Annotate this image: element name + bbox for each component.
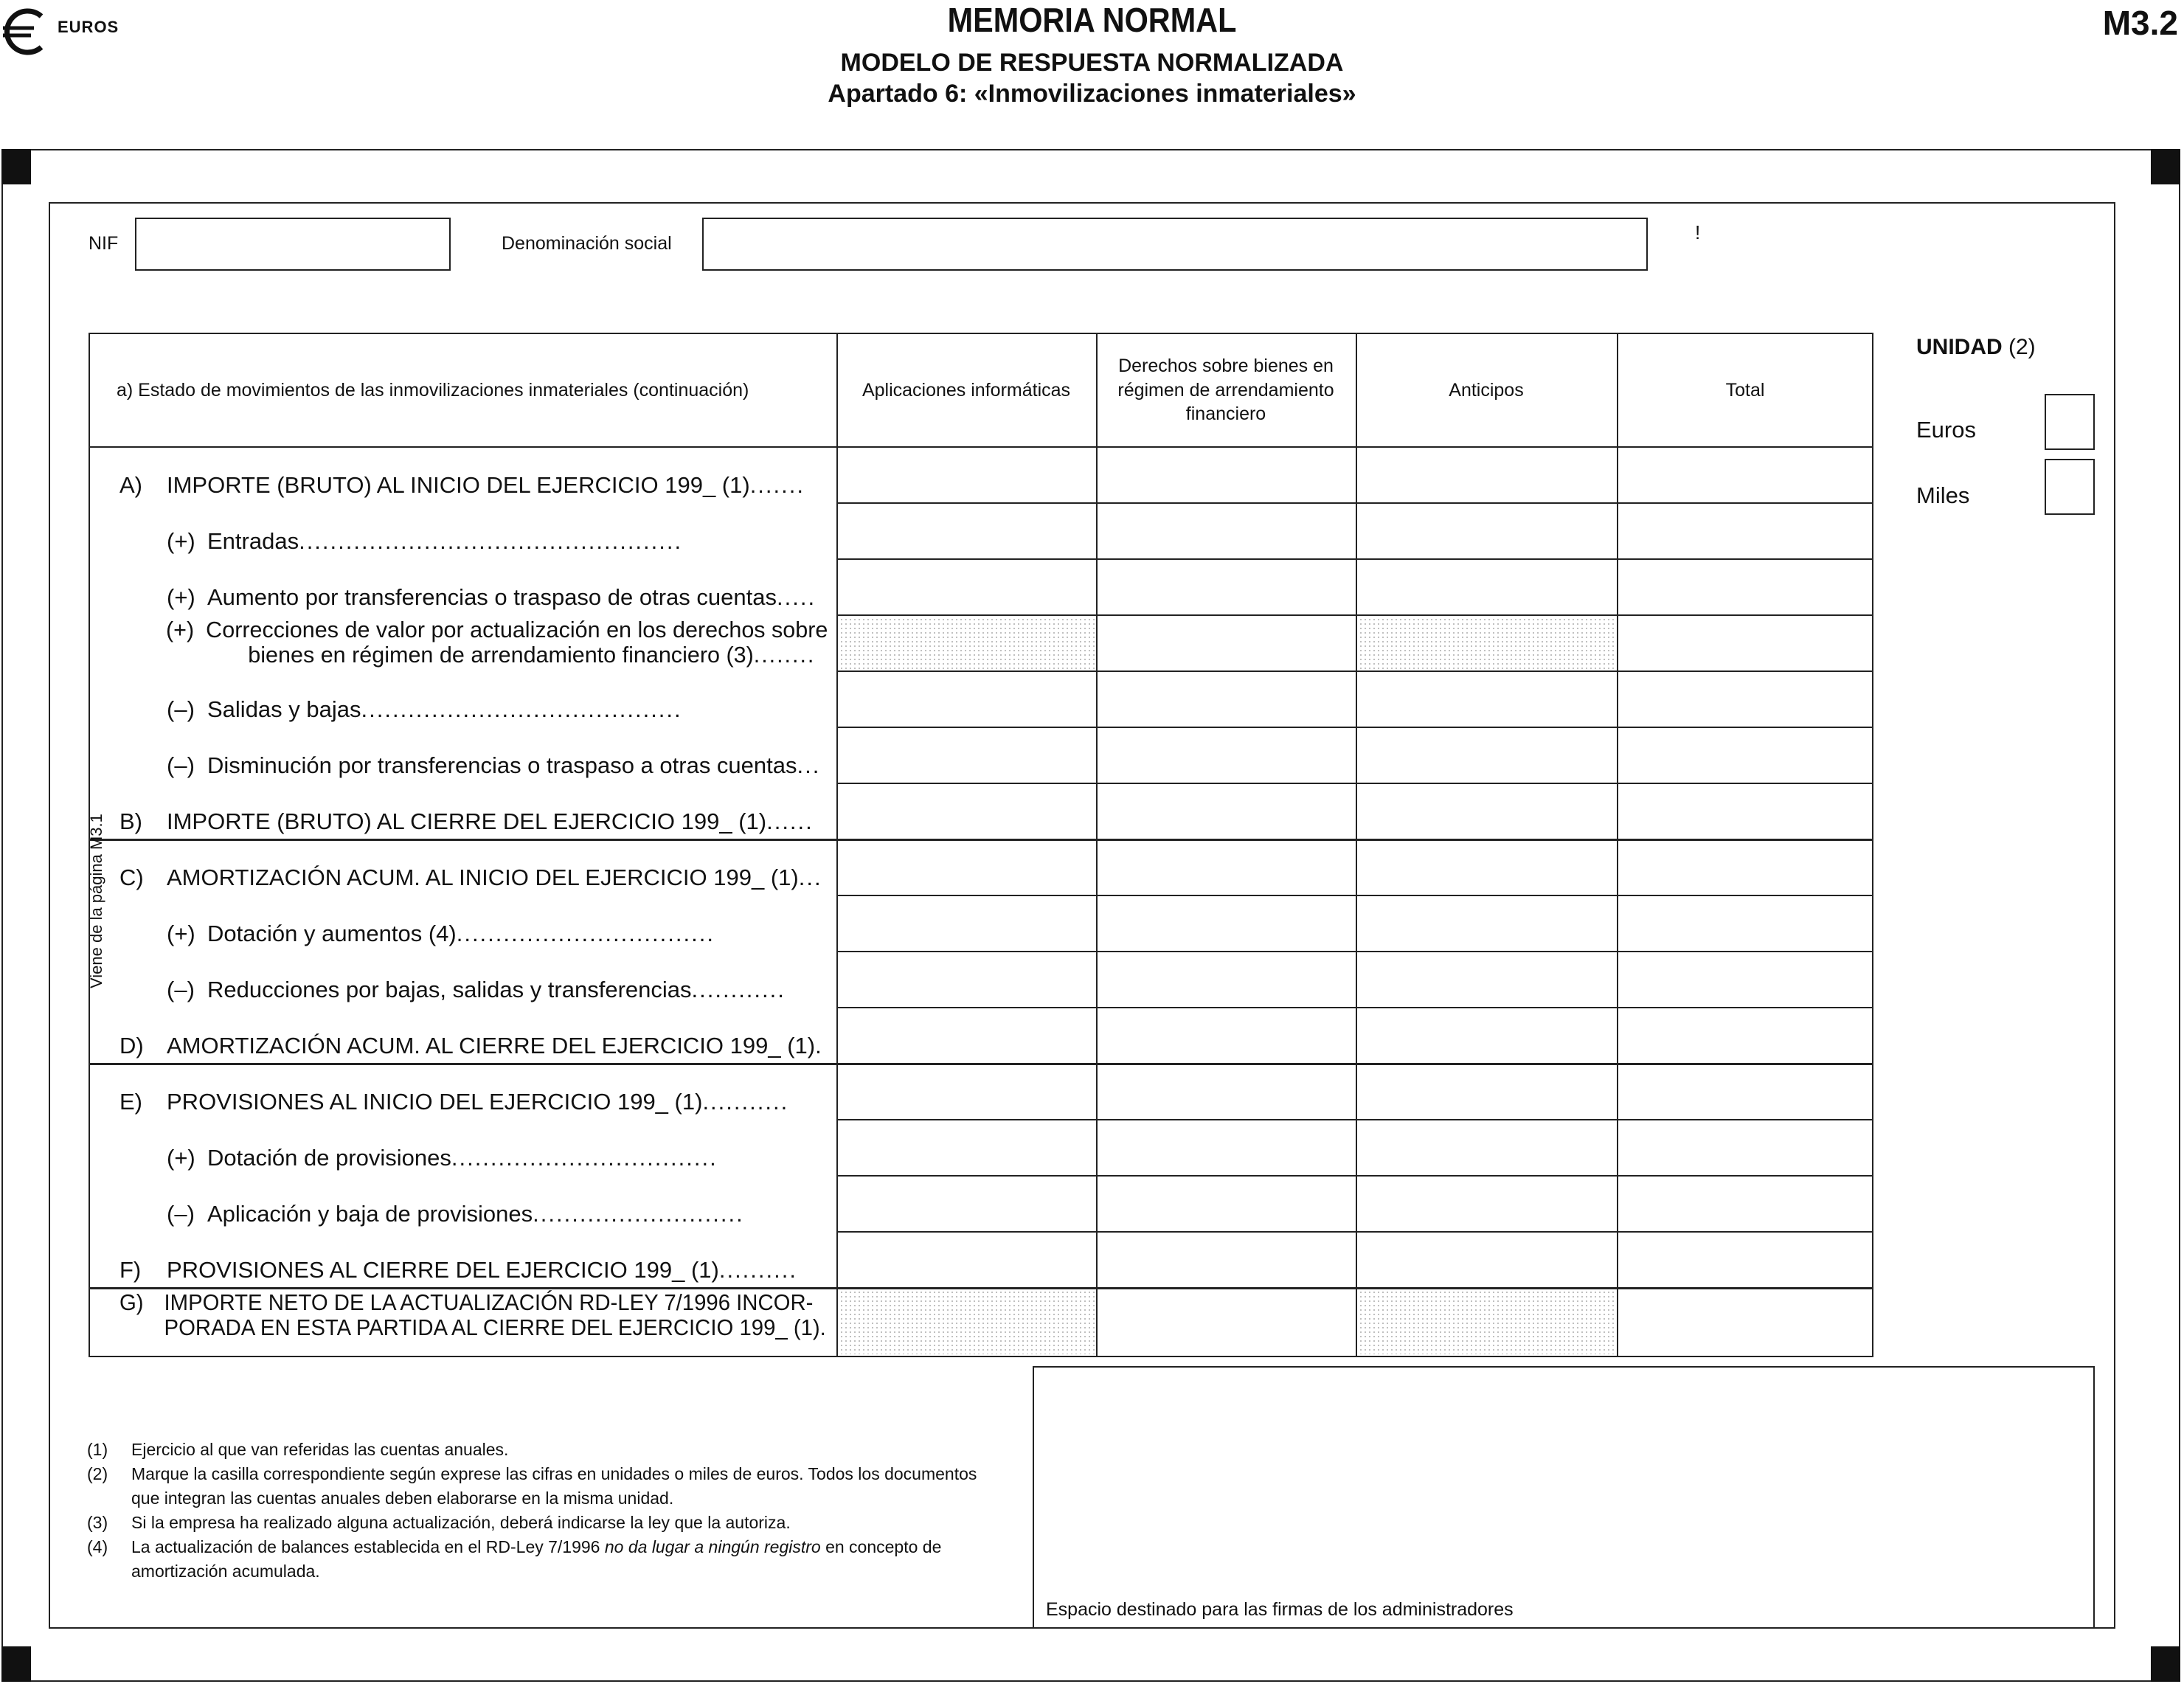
leader-dots: ................................. (456, 921, 715, 946)
row-sign: (+) (167, 584, 195, 610)
row-text: Aumento por transferencias o traspaso de otras cuentas (207, 584, 777, 610)
row-sign: (+) (166, 617, 195, 642)
value-cell[interactable] (838, 1177, 1096, 1231)
denominacion-label: Denominación social (502, 233, 672, 254)
value-cell[interactable] (1618, 840, 1873, 895)
leader-dots: ................................................. (299, 528, 683, 554)
value-cell[interactable] (1098, 1120, 1356, 1175)
section-title: Apartado 6: «Inmovilizaciones inmateriales» (828, 80, 1356, 108)
leader-dots: . (815, 1033, 823, 1058)
table-row-label (119, 1032, 828, 1060)
leader-dots: ........... (702, 1089, 789, 1115)
value-cell[interactable] (1618, 784, 1873, 839)
value-cell[interactable] (1618, 1008, 1873, 1063)
value-cell[interactable] (1098, 672, 1356, 727)
column-header-derechos: Derechos sobre bienes en régimen de arrendamiento financiero (1117, 356, 1334, 425)
row-text: Reducciones por bajas, salidas y transferencias (207, 977, 692, 1002)
value-cell[interactable] (1357, 560, 1617, 614)
value-cell (838, 616, 1096, 671)
table-row-label (119, 920, 828, 948)
row-text: PROVISIONES AL INICIO DEL EJERCICIO 199_ (1) (167, 1089, 703, 1115)
unit-option-euros-label: Euros (1916, 417, 1976, 443)
unidad-ref: (2) (2002, 335, 2036, 359)
leader-dots: ... (797, 752, 821, 778)
row-text: Correcciones de valor por actualización en los derechos sobre (206, 617, 828, 642)
row-text: PROVISIONES AL CIERRE DEL EJERCICIO 199_ (1) (167, 1257, 719, 1283)
table-row-label (119, 864, 828, 892)
value-cell[interactable] (838, 784, 1096, 839)
table-row-label (119, 1200, 828, 1228)
column-header-estado: a) Estado de movimientos de las inmovilizaciones inmateriales (continuación) (117, 379, 749, 401)
row-sign: (+) (167, 528, 195, 554)
column-header-aplicaciones: Aplicaciones informáticas (862, 379, 1071, 401)
row-text: Dotación de provisiones (207, 1145, 451, 1171)
value-cell[interactable] (1098, 728, 1356, 783)
value-cell[interactable] (1357, 896, 1617, 951)
table-row-label (119, 1088, 828, 1116)
row-text: IMPORTE NETO DE LA ACTUALIZACIÓN RD-LEY 7/1996 INCOR- (164, 1290, 814, 1315)
tick-mark: ! (1695, 221, 1701, 243)
value-cell[interactable] (1618, 952, 1873, 1007)
footnotes (87, 1438, 1002, 1584)
value-cell[interactable] (1618, 1120, 1873, 1175)
value-cell[interactable] (1098, 504, 1356, 558)
table-row-label (119, 1256, 828, 1284)
value-cell[interactable] (1357, 1064, 1617, 1119)
value-cell[interactable] (1618, 504, 1873, 558)
footnote (87, 1535, 1002, 1584)
unit-miles-checkbox[interactable] (2045, 459, 2095, 515)
row-sign: (–) (167, 1201, 195, 1227)
currency-label: EUROS (58, 18, 119, 36)
row-text: IMPORTE (BRUTO) AL CIERRE DEL EJERCICIO 199_ (1) (167, 808, 767, 834)
footnote-text-part: La actualización de balances establecida en el RD-Ley 7/1996 (131, 1537, 605, 1556)
row-text: AMORTIZACIÓN ACUM. AL INICIO DEL EJERCICIO 199_ (1) (167, 864, 799, 890)
row-code: G) (119, 1290, 144, 1315)
value-cell[interactable] (1098, 1233, 1356, 1287)
row-text: Dotación y aumentos (4) (207, 921, 457, 946)
footnote-text: Si la empresa ha realizado alguna actualización, deberá indicarse la ley que la autoriza. (131, 1513, 791, 1532)
value-cell[interactable] (838, 560, 1096, 614)
value-cell[interactable] (1098, 1289, 1356, 1356)
unit-option-miles-label: Miles (1916, 482, 1970, 508)
footnote-text: Marque la casilla correspondiente según exprese las cifras en unidades o miles de euros. Todos los documentos que integran las cuentas anuales deben elaborarse en la misma unidad. (131, 1464, 977, 1508)
row-text: Aplicación y baja de provisiones (207, 1201, 533, 1227)
row-sign: (+) (167, 1145, 195, 1171)
value-cell[interactable] (838, 840, 1096, 895)
footnote-text: Ejercicio al que van referidas las cuentas anuales. (131, 1440, 509, 1459)
footnote-text-part: en concepto de amortización acumulada. (131, 1537, 942, 1581)
table-row-label (119, 583, 828, 611)
value-cell[interactable] (838, 952, 1096, 1007)
value-cell[interactable] (1357, 1120, 1617, 1175)
column-header-total: Total (1725, 379, 1765, 401)
value-cell[interactable] (1618, 448, 1873, 502)
value-cell[interactable] (1357, 672, 1617, 727)
value-cell[interactable] (1098, 616, 1356, 671)
table-row-label (119, 1290, 828, 1340)
value-cell[interactable] (1098, 840, 1356, 895)
nif-label: NIF (89, 233, 119, 254)
leader-dots: ....... (749, 472, 805, 498)
page-subtitle: MODELO DE RESPUESTA NORMALIZADA (840, 49, 1344, 77)
row-sign: (–) (167, 752, 195, 778)
value-cell[interactable] (1357, 784, 1617, 839)
table-row-label (119, 696, 828, 724)
value-cell[interactable] (1618, 672, 1873, 727)
row-sign: (+) (167, 921, 195, 946)
value-cell[interactable] (1098, 1064, 1356, 1119)
registration-mark (2151, 1646, 2180, 1682)
denominacion-field[interactable] (702, 218, 1648, 271)
value-cell[interactable] (1618, 896, 1873, 951)
footnote-number: (3) (87, 1513, 108, 1532)
leader-dots: ...... (766, 808, 814, 834)
value-cell (838, 1289, 1096, 1356)
value-cell[interactable] (838, 1233, 1096, 1287)
value-cell[interactable] (1098, 1008, 1356, 1063)
signature-label: Espacio destinado para las firmas de los administradores (1046, 1599, 1514, 1620)
footnote-number: (1) (87, 1440, 108, 1459)
table-row-label (119, 471, 828, 499)
row-code: B) (119, 808, 142, 834)
table-row-label (119, 1144, 828, 1172)
model-code: M3.2 (2102, 4, 2178, 42)
value-cell[interactable] (1357, 952, 1617, 1007)
unidad-label: UNIDAD (1916, 335, 2003, 359)
value-cell[interactable] (1098, 896, 1356, 951)
footnote (87, 1511, 1002, 1535)
leader-dots: ........................... (533, 1201, 744, 1227)
registration-mark (1, 1646, 31, 1682)
value-cell[interactable] (1357, 1233, 1617, 1287)
leader-dots: . (819, 1314, 828, 1340)
footnote-number: (4) (87, 1537, 108, 1556)
row-text: Entradas (207, 528, 299, 554)
value-cell[interactable] (1357, 448, 1617, 502)
table-row-label (119, 808, 828, 836)
leader-dots: ......................................... (361, 696, 682, 722)
leader-dots: ... (798, 864, 822, 890)
value-cell[interactable] (1357, 728, 1617, 783)
table-row-label (119, 976, 828, 1004)
row-text-continued: bienes en régimen de arrendamiento financiero (3) (248, 642, 754, 668)
value-cell[interactable] (1618, 616, 1873, 671)
value-cell[interactable] (1618, 1177, 1873, 1231)
row-text: AMORTIZACIÓN ACUM. AL CIERRE DEL EJERCICIO 199_ (1) (167, 1033, 816, 1058)
value-cell[interactable] (1098, 1177, 1356, 1231)
leader-dots: .......... (718, 1257, 797, 1283)
side-note: Viene de la página M3.1 (87, 814, 105, 988)
movements-table (89, 333, 1873, 1357)
row-code: F) (119, 1257, 142, 1283)
value-cell[interactable] (838, 448, 1096, 502)
value-cell[interactable] (1618, 560, 1873, 614)
nif-field[interactable] (135, 218, 451, 271)
registration-mark (1, 149, 31, 184)
signature-box[interactable] (1033, 1366, 2095, 1629)
value-cell[interactable] (838, 1120, 1096, 1175)
value-cell[interactable] (838, 504, 1096, 558)
row-sign: (–) (167, 696, 195, 722)
row-text-continued: PORADA EN ESTA PARTIDA AL CIERRE DEL EJERCICIO 199_ (1) (164, 1314, 820, 1340)
value-cell[interactable] (1098, 560, 1356, 614)
value-cell[interactable] (838, 1064, 1096, 1119)
value-cell[interactable] (838, 896, 1096, 951)
value-cell[interactable] (838, 728, 1096, 783)
unidad-title (1916, 335, 2036, 360)
value-cell[interactable] (1098, 952, 1356, 1007)
row-code: A) (119, 472, 142, 498)
value-cell[interactable] (838, 1008, 1096, 1063)
leader-dots: ..... (777, 584, 817, 610)
row-code: C) (119, 864, 144, 890)
column-header-anticipos: Anticipos (1449, 379, 1524, 401)
value-cell[interactable] (1618, 728, 1873, 783)
page-title: MEMORIA NORMAL (947, 1, 1237, 39)
row-text: Salidas y bajas (207, 696, 361, 722)
value-cell (1357, 1289, 1617, 1356)
unit-euros-checkbox[interactable] (2045, 394, 2095, 450)
footnote-emphasis: no da lugar a ningún registro (604, 1537, 821, 1556)
footnote (87, 1462, 1002, 1511)
value-cell[interactable] (1618, 1233, 1873, 1287)
row-text: Disminución por transferencias o traspaso a otras cuentas (207, 752, 797, 778)
registration-mark (2151, 149, 2180, 184)
row-text: IMPORTE (BRUTO) AL INICIO DEL EJERCICIO 199_ (1) (167, 472, 750, 498)
footnote-number: (2) (87, 1464, 108, 1483)
value-cell[interactable] (1098, 448, 1356, 502)
footnote-text (131, 1535, 1002, 1584)
leader-dots: ............ (691, 977, 786, 1002)
footnote (87, 1438, 1002, 1462)
value-cell[interactable] (1618, 1289, 1873, 1356)
row-code: D) (119, 1033, 144, 1058)
table-row-label (119, 527, 828, 555)
value-cell[interactable] (1098, 784, 1356, 839)
leader-dots: .................................. (451, 1145, 718, 1171)
value-cell[interactable] (1357, 1008, 1617, 1063)
row-sign: (–) (167, 977, 195, 1002)
value-cell (1357, 616, 1617, 671)
leader-dots: ........ (753, 642, 816, 668)
table-row-label (119, 752, 828, 780)
value-cell[interactable] (1357, 840, 1617, 895)
row-code: E) (119, 1089, 142, 1115)
value-cell[interactable] (1357, 504, 1617, 558)
value-cell[interactable] (1357, 1177, 1617, 1231)
table-row-label (119, 617, 828, 668)
value-cell[interactable] (1618, 1064, 1873, 1119)
value-cell[interactable] (838, 672, 1096, 727)
